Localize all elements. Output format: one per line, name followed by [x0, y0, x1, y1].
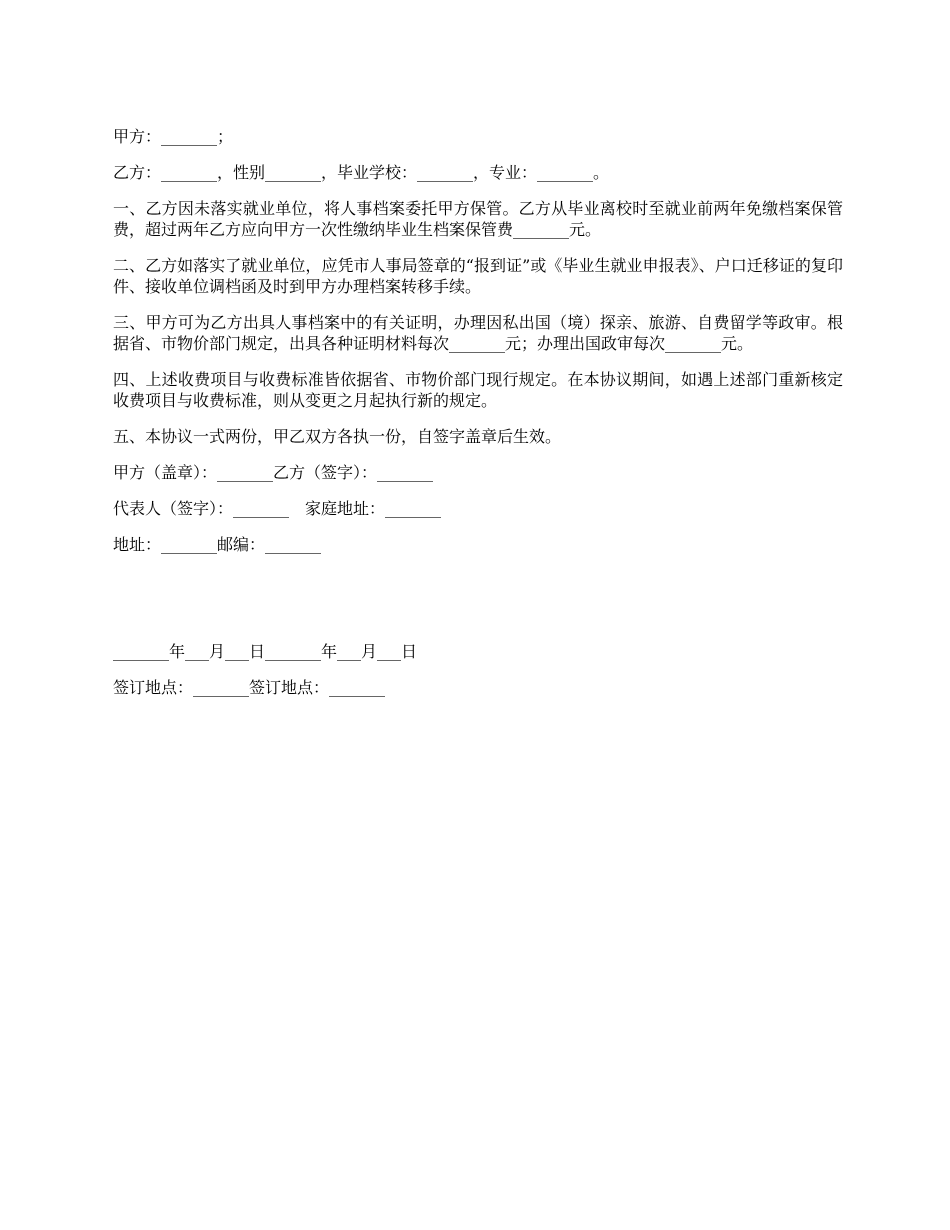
party-a-line: 甲方：_______； — [113, 127, 234, 146]
clause-3: 三、甲方可为乙方出具人事档案中的有关证明，办理因私出国（境）探亲、旅游、自费留学等政审。根据省、市物价部门规定，出具各种证明材料每次_______元；办理出国政审每次_______元。 — [113, 313, 843, 353]
clause-2: 二、乙方如落实了就业单位，应凭市人事局签章的“报到证”或《毕业生就业申报表》、户口迁移证的复印件、接收单位调档函及时到甲方办理档案转移手续。 — [113, 256, 843, 296]
agreement-document — [113, 126, 843, 713]
date-line: _______年___月___日_______年___月___日 — [113, 642, 418, 661]
signature-line-2: 代表人（签字）：_______ 家庭地址：_______ — [113, 499, 442, 518]
clause-5: 五、本协议一式两份，甲乙双方各执一份，自签字盖章后生效。 — [113, 427, 562, 446]
signature-line-1: 甲方（盖章）：_______乙方（签字）：_______ — [113, 463, 434, 482]
blank-spacer — [113, 570, 843, 641]
signing-place-line: 签订地点：_______签订地点：_______ — [113, 678, 386, 697]
clause-4: 四、上述收费项目与收费标准皆依据省、市物价部门现行规定。在本协议期间，如遇上述部门重新核定收费项目与收费标准，则从变更之月起执行新的规定。 — [113, 370, 843, 410]
clause-1: 一、乙方因未落实就业单位，将人事档案委托甲方保管。乙方从毕业离校时至就业前两年免缴档案保管费，超过两年乙方应向甲方一次性缴纳毕业生档案保管费_______元。 — [113, 199, 843, 239]
party-b-line: 乙方：_______，性别_______，毕业学校：_______，专业：_______。 — [113, 163, 610, 182]
address-line: 地址：_______邮编：_______ — [113, 535, 322, 554]
